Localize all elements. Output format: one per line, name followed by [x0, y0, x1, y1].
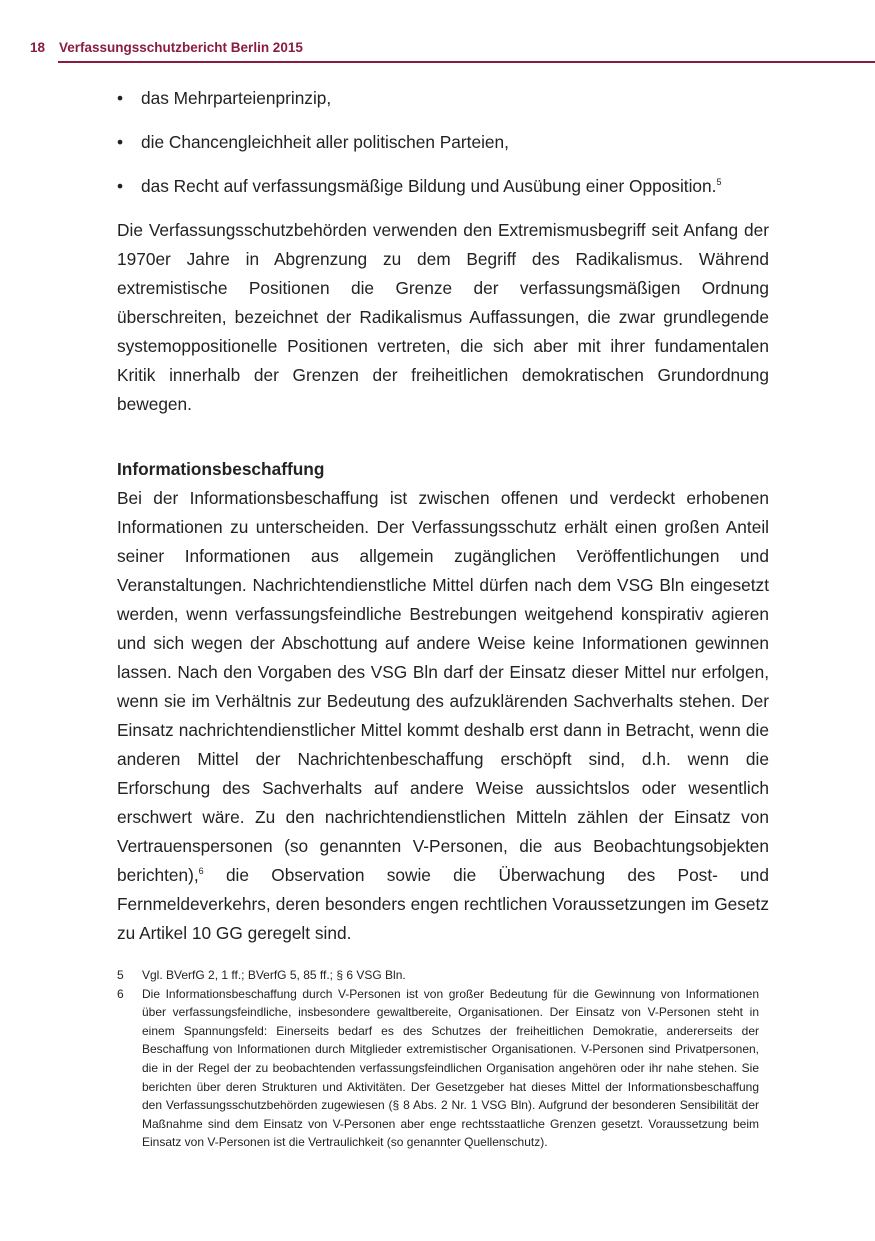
- footnote-number: 5: [117, 968, 124, 982]
- running-title: Verfassungsschutzbericht Berlin 2015: [59, 40, 303, 55]
- footnote-text: Vgl. BVerfG 2, 1 ff.; BVerfG 5, 85 ff.; § 6 VSG Bln.: [142, 968, 406, 982]
- list-item: • das Mehrparteienprinzip,: [117, 84, 769, 113]
- page-header: [30, 40, 875, 66]
- footnote-number: 6: [117, 986, 124, 1001]
- footnote: [117, 966, 759, 985]
- main-content: [117, 84, 769, 948]
- footnotes: [117, 966, 759, 1152]
- footnote-text: Die Informationsbeschaffung durch V-Personen ist von großer Bedeutung für die Gewinnung von Informationen über verfassungsfeindliche, insbesondere gewaltbereite, Organisationen. Der Einsatz von V-Personen steht in einem Spannungsfeld: Einerseits bedarf es des Schutzes der freiheitlichen Demokratie, andererseits der Beschaffung von Informationen durch Mitglieder extremistischer Organisationen. V-Personen sind Privatpersonen, die in der Regel der zu beobachtenden verfassungsfeindlichen Organisation angehören oder ihr nahe stehen. Sie berichten über deren Strukturen und Aktivitäten. Der Gesetzgeber hat dieses Mittel der Informationsbeschaffung den Verfassungsschutzbehörden zugewiesen (§ 8 Abs. 2 Nr. 1 VSG Bln). Aufgrund der besonderen Sensibilität der Maßnahme sind dem Einsatz von V-Personen aber enge rechtsstaatliche Grenzen gesetzt. Voraussetzung beim Einsatz von V-Personen ist die Vertraulichkeit (so genannter Quellenschutz).: [142, 986, 759, 1150]
- list-item: • das Recht auf verfassungsmäßige Bildung und Ausübung einer Opposition.$^5$: [117, 172, 769, 201]
- paragraph-information: Bei der Informationsbeschaffung ist zwischen offenen und verdeckt erhobenen Informationen zu unterscheiden. Der Verfassungsschutz erhält einen großen Anteil seiner Informationen aus allgemein zugänglichen Veröffentlichungen und Veranstaltungen. Nachrichtendienstliche Mittel dürfen nach dem VSG Bln eingesetzt werden, wenn verfassungsfeindliche Bestrebungen weitgehend konspirativ agieren und sich wegen der Abschottung auf andere Weise keine Informationen gewinnen lassen. Nach den Vorgaben des VSG Bln darf der Einsatz dieser Mittel nur erfolgen, wenn sie im Verhältnis zur Bedeutung des aufzuklärenden Sachverhalts stehen. Der Einsatz nachrichtendienstlicher Mittel kommt deshalb erst dann in Betracht, wenn die anderen Mittel der Nachrichtenbeschaffung erschöpft sind, d.h. wenn die Erforschung des Sachverhalts auf andere Weise aussichtslos oder wesentlich erschwert wäre. Zu den nachrichtendienstlichen Mitteln zählen der Einsatz von Vertrauenspersonen (so genannten V-Personen, die aus Beobachtungsobjekten berichten),$^6$ die Observation sowie die Überwachung des Post- und Fernmeldeverkehrs, deren besonders engen rechtlichen Voraussetzungen im Gesetz zu Artikel 10 GG geregelt sind.: [117, 488, 769, 943]
- footnote-ref: 5: [716, 177, 722, 188]
- list-item: • die Chancengleichheit aller politischen Parteien,: [117, 128, 769, 157]
- page-number: 18: [30, 40, 46, 55]
- bullet-list: [117, 84, 769, 201]
- section-heading: Informationsbeschaffung: [117, 459, 325, 479]
- paragraph-extremism: Die Verfassungsschutzbehörden verwenden den Extremismusbegriff seit Anfang der 1970er Jahre in Abgrenzung zu dem Begriff des Radikalismus. Während extremistische Positionen die Grenze der verfassungsmäßigen Ordnung überschreiten, bezeichnet der Radikalismus Auffassungen, die zwar grundlegende systemoppositionelle Positionen vertreten, die sich aber mit ihrer fundamentalen Kritik innerhalb der Grenzen der freiheitlichen demokratischen Grundordnung bewegen.: [117, 220, 769, 414]
- footnote: [117, 985, 759, 1152]
- header-rule: [58, 61, 875, 63]
- footnote-ref: 6: [198, 866, 204, 877]
